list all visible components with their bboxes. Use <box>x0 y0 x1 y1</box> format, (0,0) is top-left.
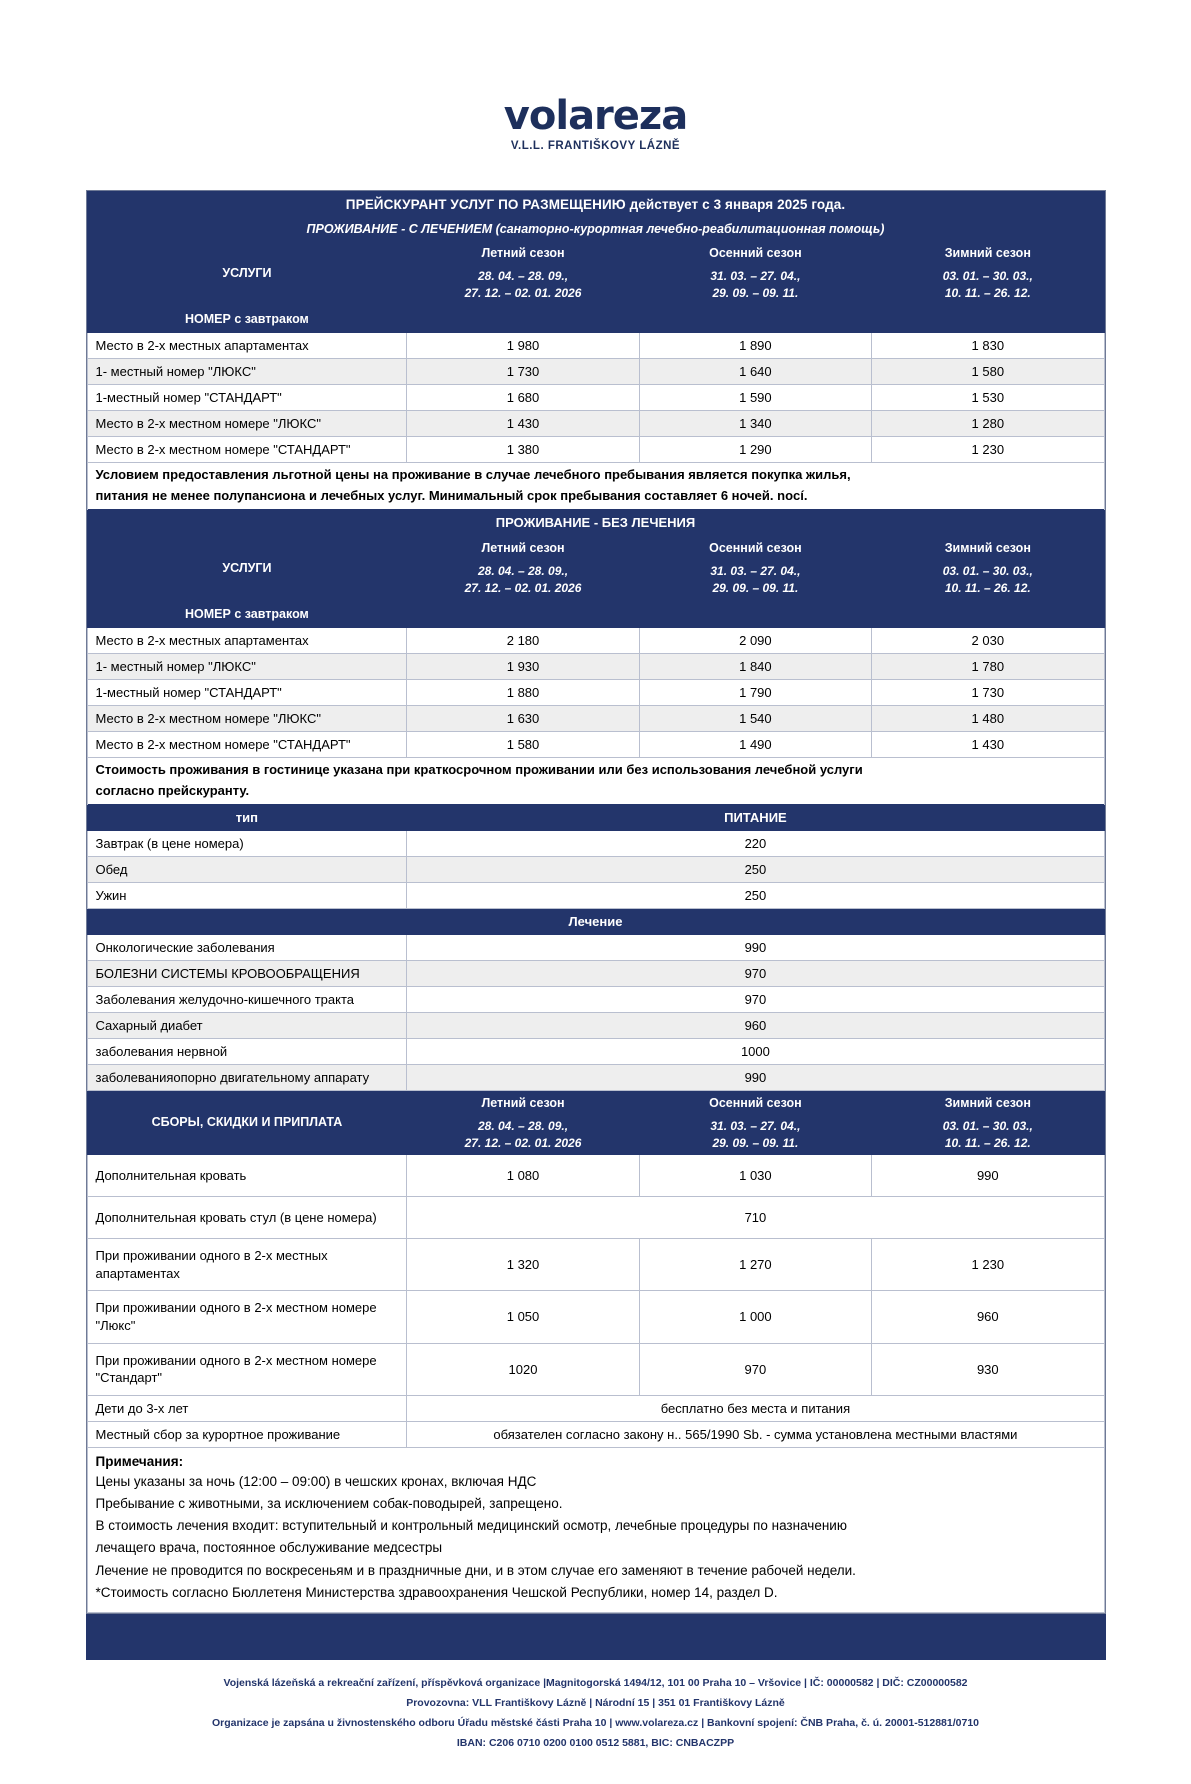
season-autumn-name-2: Осенний сезон <box>639 535 871 560</box>
row-price-autumn: 1 540 <box>639 705 871 731</box>
table-row <box>87 653 1104 679</box>
row-price-autumn: 1 030 <box>639 1155 871 1197</box>
footer-bar <box>86 1614 1106 1660</box>
season-summer-dates <box>407 266 639 306</box>
notes-line-2: Пребывание с животными, за исключением собак-поводырей, запрещено. <box>95 1495 563 1511</box>
fees-summer-dates-2: 27. 12. – 02. 01. 2026 <box>464 1135 582 1150</box>
with-treatment-note-row-1 <box>87 462 1104 484</box>
footer-line-2: Provozovna: VLL Františkovy Lázně | Národní 15 | 351 01 Františkovy Lázně <box>406 1697 785 1710</box>
row-value: 990 <box>407 934 1104 960</box>
fees-winter-dates-2: 10. 11. – 26. 12. <box>944 1135 1031 1150</box>
row-price-winter: 1 830 <box>872 332 1104 358</box>
table-row <box>87 358 1104 384</box>
row-price-autumn: 1 490 <box>639 731 871 757</box>
notes-line-6: *Стоимость согласно Бюллетеня Министерства здравоохранения Чешской Республики, номер 14, раздел D. <box>95 1584 778 1600</box>
row-value: обязателен согласно закону н.. 565/1990 Sb. - сумма установлена местными властями <box>407 1421 1104 1447</box>
fees-season-summer-dates <box>407 1115 639 1155</box>
table-row <box>87 1012 1104 1038</box>
notes-line-5: Лечение не проводится по воскресеньям и в праздничные дни, и в этом случае его заменяют в течение рабочей недели. <box>95 1562 856 1578</box>
row-price-summer: 1 580 <box>407 731 639 757</box>
row-price-summer: 1 320 <box>407 1239 639 1291</box>
season-winter-dates-b1: 03. 01. – 30. 03., <box>942 563 1033 578</box>
logo-brand: volareza <box>503 93 688 139</box>
footer-line-3: Organizace je zapsána u živnostenského odboru Úřadu městské části Praha 10 | www.volareza.cz | Bankovní spojení: ČNB Praha, č. ú. 20001-512881/0710 <box>211 1717 980 1729</box>
row-price-autumn: 1 340 <box>639 410 871 436</box>
fees-winter-dates-1: 03. 01. – 30. 03., <box>942 1118 1033 1133</box>
document-title: ПРЕЙСКУРАНТ УСЛУГ ПО РАЗМЕЩЕНИЮ действует с 3 января 2025 года. <box>87 192 1104 218</box>
season-summer-dates-2: 27. 12. – 02. 01. 2026 <box>464 286 582 301</box>
row-label: Место в 2-х местных апартаментах <box>87 332 407 358</box>
without-treatment-note-1: Стоимость проживания в гостинице указана при краткосрочном проживании или без использования лечебной услуги <box>87 757 1104 779</box>
table-row <box>87 882 1104 908</box>
row-value: 970 <box>407 986 1104 1012</box>
row-price-winter: 1 230 <box>872 436 1104 462</box>
row-label: Дополнительная кровать стул (в цене номера) <box>87 1197 407 1239</box>
table-row <box>87 1197 1104 1239</box>
row-price-autumn: 970 <box>639 1343 871 1395</box>
row-value: 220 <box>407 830 1104 856</box>
row-label: Ужин <box>87 882 407 908</box>
season-autumn-dates-1: 31. 03. – 27. 04., <box>710 269 801 283</box>
table-row <box>87 384 1104 410</box>
fees-season-winter-dates <box>872 1115 1104 1155</box>
row-price-summer: 1 680 <box>407 384 639 410</box>
notes-section <box>87 1447 1104 1613</box>
room-with-breakfast-row-2 <box>87 600 1104 627</box>
row-value: бесплатно без места и питания <box>407 1395 1104 1421</box>
row-label: заболеванияопорно двигательному аппарату <box>87 1064 407 1090</box>
row-value: 710 <box>407 1197 1104 1239</box>
table-row <box>87 1291 1104 1343</box>
row-price-winter: 1 580 <box>872 358 1104 384</box>
row-label: Обед <box>87 856 407 882</box>
fees-season-autumn-name: Осенний сезон <box>639 1090 871 1115</box>
col-services-header: УСЛУГИ <box>87 241 407 306</box>
season-summer-dates-b <box>407 560 639 600</box>
row-label: Заболевания желудочно-кишечного тракта <box>87 986 407 1012</box>
row-label: Дополнительная кровать <box>87 1155 407 1197</box>
table-row <box>87 934 1104 960</box>
table-row <box>87 830 1104 856</box>
season-summer-name: Летний сезон <box>407 241 639 266</box>
notes-line-3: В стоимость лечения входит: вступительный и контрольный медицинский осмотр, лечебные процедуры по назначению <box>95 1518 847 1534</box>
row-price-summer: 1 080 <box>407 1155 639 1197</box>
treatment-band-row <box>87 908 1104 934</box>
season-autumn-dates-b1: 31. 03. – 27. 04., <box>710 563 801 578</box>
meals-col-title: ПИТАНИЕ <box>407 804 1104 830</box>
table-row <box>87 1343 1104 1395</box>
treatment-band: Лечение <box>87 908 1104 934</box>
row-price-autumn: 1 290 <box>639 436 871 462</box>
season-winter-dates-1: 03. 01. – 30. 03., <box>942 269 1033 283</box>
table-row <box>87 332 1104 358</box>
without-treatment-band-row <box>87 509 1104 535</box>
col-services-header-2: УСЛУГИ <box>87 535 407 600</box>
season-summer-dates-1: 28. 04. – 28. 09., <box>477 269 569 283</box>
row-label: Местный сбор за курортное проживание <box>87 1421 407 1447</box>
notes-title: Примечания: <box>95 1453 184 1469</box>
row-price-summer: 1 630 <box>407 705 639 731</box>
row-price-winter: 930 <box>872 1343 1104 1395</box>
row-price-winter: 1 480 <box>872 705 1104 731</box>
document-title-row <box>87 192 1104 218</box>
row-label: Сахарный диабет <box>87 1012 407 1038</box>
season-winter-dates <box>872 266 1104 306</box>
without-treatment-note-2: согласно прейскуранту. <box>87 779 1104 805</box>
row-label: 1-местный номер "СТАНДАРТ" <box>87 679 407 705</box>
row-price-autumn: 2 090 <box>639 627 871 653</box>
table-row <box>87 1155 1104 1197</box>
row-label: Дети до 3-х лет <box>87 1395 407 1421</box>
row-price-summer: 1 980 <box>407 332 639 358</box>
row-price-autumn: 1 000 <box>639 1291 871 1343</box>
row-label: 1-местный номер "СТАНДАРТ" <box>87 384 407 410</box>
row-price-winter: 1 780 <box>872 653 1104 679</box>
table-row <box>87 1064 1104 1090</box>
table-row <box>87 731 1104 757</box>
footer-text <box>86 1674 1106 1784</box>
room-with-breakfast-row <box>87 305 1104 332</box>
row-label: 1- местный номер "ЛЮКС" <box>87 653 407 679</box>
row-price-summer: 1 050 <box>407 1291 639 1343</box>
table-row <box>87 960 1104 986</box>
without-treatment-note-row-2 <box>87 779 1104 805</box>
row-label: 1- местный номер "ЛЮКС" <box>87 358 407 384</box>
row-price-autumn: 1 790 <box>639 679 871 705</box>
col-room-header: НОМЕР с завтраком <box>87 305 407 332</box>
row-price-summer: 1020 <box>407 1343 639 1395</box>
fees-header-row <box>87 1090 1104 1115</box>
season-autumn-dates-b <box>639 560 871 600</box>
row-price-autumn: 1 590 <box>639 384 871 410</box>
table-row <box>87 986 1104 1012</box>
row-price-summer: 2 180 <box>407 627 639 653</box>
row-price-summer: 1 430 <box>407 410 639 436</box>
season-winter-dates-b2: 10. 11. – 26. 12. <box>944 581 1031 596</box>
season-autumn-dates-2: 29. 09. – 09. 11. <box>712 286 799 301</box>
season-autumn-dates-b2: 29. 09. – 09. 11. <box>712 581 799 596</box>
fees-autumn-dates-2: 29. 09. – 09. 11. <box>712 1135 799 1150</box>
row-value: 960 <box>407 1012 1104 1038</box>
season-header-row <box>87 241 1104 266</box>
season-header-row-2 <box>87 535 1104 560</box>
with-treatment-note-2: питания не менее полупансиона и лечебных услуг. Минимальный срок пребывания составляет 6 ночей. nocí. <box>87 484 1104 510</box>
row-label: Место в 2-х местном номере "СТАНДАРТ" <box>87 731 407 757</box>
season-winter-dates-2: 10. 11. – 26. 12. <box>944 286 1031 301</box>
table-row <box>87 627 1104 653</box>
row-price-autumn: 1 840 <box>639 653 871 679</box>
fees-summer-dates-1: 28. 04. – 28. 09., <box>477 1118 569 1133</box>
price-table <box>86 190 1106 1614</box>
row-price-winter: 1 530 <box>872 384 1104 410</box>
row-price-winter: 1 730 <box>872 679 1104 705</box>
logo <box>0 0 1191 152</box>
row-value: 970 <box>407 960 1104 986</box>
footer-line-1: Vojenská lázeňská a rekreační zařízení, příspěvková organizace |Magnitogorská 1494/12, 101 00 Praha 10 – Vršovice | IČ: 00000582 | DIČ: CZ00000582 <box>223 1677 968 1690</box>
row-price-summer: 1 880 <box>407 679 639 705</box>
document-subtitle: ПРОЖИВАНИЕ - С ЛЕЧЕНИЕМ (санаторно-курортная лечебно-реабилитационная помощь) <box>87 218 1104 241</box>
row-price-winter: 960 <box>872 1291 1104 1343</box>
logo-subtitle: V.L.L. FRANTIŠKOVY LÁZNĚ <box>510 140 681 152</box>
table-row <box>87 1395 1104 1421</box>
footer-line-4: IBAN: C206 0710 0200 0100 0512 5881, BIC: CNBACZPP <box>456 1736 735 1749</box>
fees-title: СБОРЫ, СКИДКИ И ПРИПЛАТА <box>87 1090 407 1155</box>
row-label: Место в 2-х местных апартаментах <box>87 627 407 653</box>
season-winter-name-2: Зимний сезон <box>872 535 1104 560</box>
table-row <box>87 679 1104 705</box>
meals-col-type: тип <box>87 804 407 830</box>
col-room-header-2: НОМЕР с завтраком <box>87 600 407 627</box>
table-row <box>87 436 1104 462</box>
notes-line-1: Цены указаны за ночь (12:00 – 09:00) в чешских кронах, включая НДС <box>95 1473 537 1489</box>
row-price-autumn: 1 890 <box>639 332 871 358</box>
row-label: При проживании одного в 2-х местном номере "Люкс" <box>87 1291 407 1343</box>
meals-header-row <box>87 804 1104 830</box>
table-row <box>87 1038 1104 1064</box>
row-value: 250 <box>407 882 1104 908</box>
fees-season-autumn-dates <box>639 1115 871 1155</box>
fees-season-summer-name: Летний сезон <box>407 1090 639 1115</box>
row-label: Онкологические заболевания <box>87 934 407 960</box>
row-price-winter: 1 280 <box>872 410 1104 436</box>
season-summer-dates-b2: 27. 12. – 02. 01. 2026 <box>464 581 582 596</box>
table-row <box>87 410 1104 436</box>
table-row <box>87 705 1104 731</box>
table-row <box>87 856 1104 882</box>
without-treatment-note-row-1 <box>87 757 1104 779</box>
row-label: заболевания нервной <box>87 1038 407 1064</box>
with-treatment-note-row-2 <box>87 484 1104 510</box>
row-price-winter: 1 230 <box>872 1239 1104 1291</box>
row-price-autumn: 1 640 <box>639 358 871 384</box>
season-winter-name: Зимний сезон <box>872 241 1104 266</box>
row-label: БОЛЕЗНИ СИСТЕМЫ КРОВООБРАЩЕНИЯ <box>87 960 407 986</box>
with-treatment-note-1: Условием предоставления льготной цены на проживание в случае лечебного пребывания является покупка жилья, <box>87 462 1104 484</box>
row-price-summer: 1 380 <box>407 436 639 462</box>
season-summer-name-2: Летний сезон <box>407 535 639 560</box>
without-treatment-band: ПРОЖИВАНИЕ - БЕЗ ЛЕЧЕНИЯ <box>87 509 1104 535</box>
row-label: При проживании одного в 2-х местном номере "Стандарт" <box>87 1343 407 1395</box>
season-autumn-name: Осенний сезон <box>639 241 871 266</box>
row-value: 250 <box>407 856 1104 882</box>
row-price-summer: 1 930 <box>407 653 639 679</box>
table-row <box>87 1421 1104 1447</box>
row-label: Завтрак (в цене номера) <box>87 830 407 856</box>
fees-autumn-dates-1: 31. 03. – 27. 04., <box>710 1118 801 1133</box>
row-label: Место в 2-х местном номере "ЛЮКС" <box>87 410 407 436</box>
row-price-autumn: 1 270 <box>639 1239 871 1291</box>
row-value: 990 <box>407 1064 1104 1090</box>
row-label: При проживании одного в 2-х местных апартаментах <box>87 1239 407 1291</box>
row-price-winter: 2 030 <box>872 627 1104 653</box>
row-label: Место в 2-х местном номере "ЛЮКС" <box>87 705 407 731</box>
season-winter-dates-b <box>872 560 1104 600</box>
row-price-winter: 1 430 <box>872 731 1104 757</box>
fees-season-winter-name: Зимний сезон <box>872 1090 1104 1115</box>
row-price-winter: 990 <box>872 1155 1104 1197</box>
table-row <box>87 1239 1104 1291</box>
row-price-summer: 1 730 <box>407 358 639 384</box>
document-subtitle-row <box>87 218 1104 241</box>
row-label: Место в 2-х местном номере "СТАНДАРТ" <box>87 436 407 462</box>
notes-line-4: лечащего врача, постоянное обслуживание медсестры <box>95 1540 443 1556</box>
row-value: 1000 <box>407 1038 1104 1064</box>
season-autumn-dates <box>639 266 871 306</box>
season-summer-dates-b1: 28. 04. – 28. 09., <box>477 563 569 578</box>
